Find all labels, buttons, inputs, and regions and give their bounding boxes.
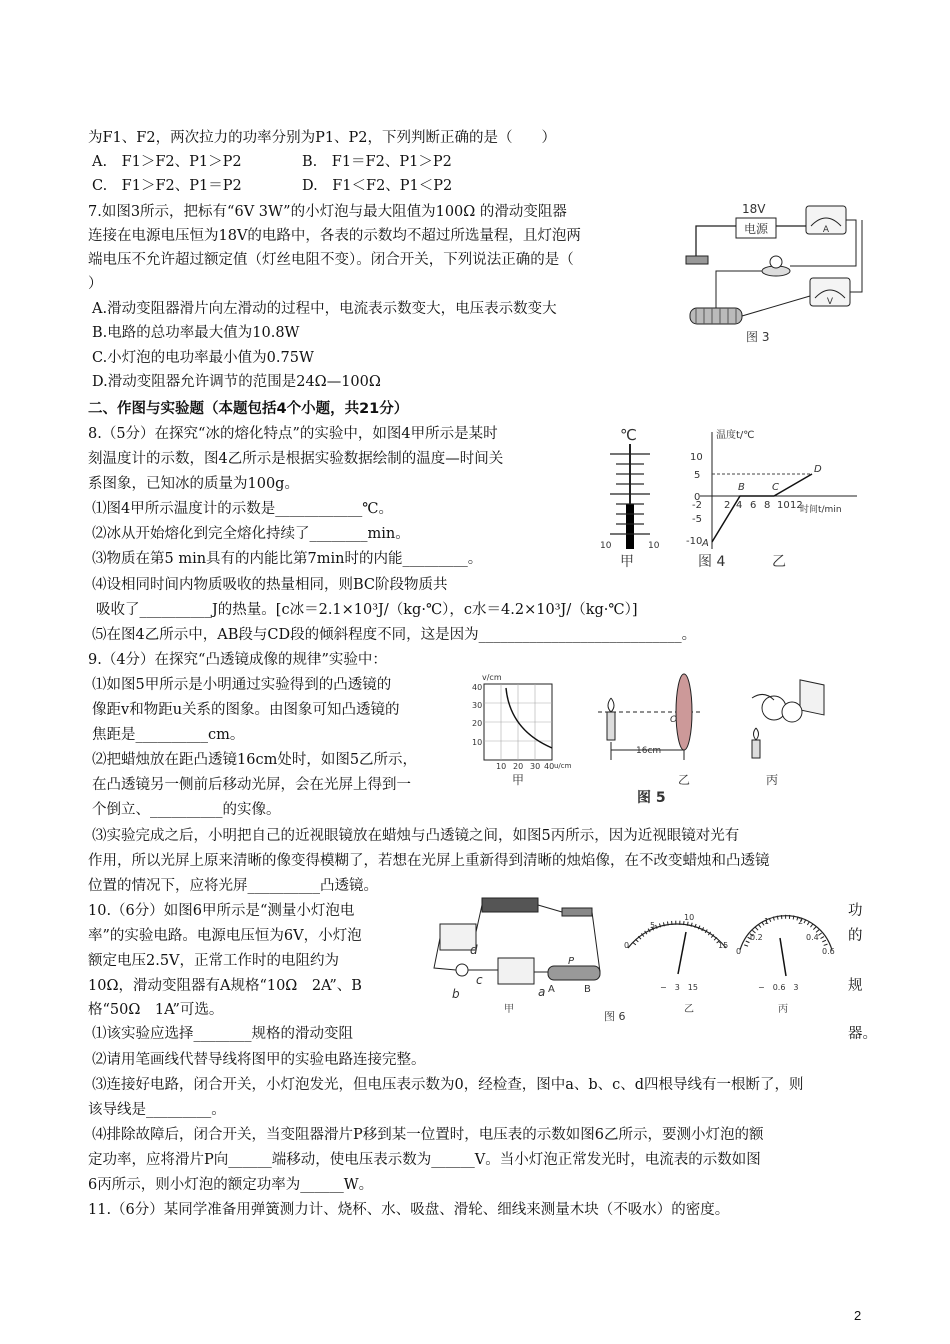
q10-sub-1: ⑴该实验应选择________规格的滑动变阻 — [92, 1026, 353, 1042]
graph-x-label: 时间t/min — [800, 505, 842, 515]
eyeglasses — [782, 702, 802, 722]
svg-text:12: 12 — [790, 500, 803, 511]
q10-line-1: 10.（6分）如图6甲所示是“测量小灯泡电 — [88, 903, 355, 919]
therm-tick-right: 10 — [648, 541, 660, 551]
q7-option-b: B.电路的总功率最大值为10.8W — [92, 325, 300, 341]
figure-3-caption: 图 3 — [746, 330, 770, 344]
q6-stem: 为F1、F2，两次拉力的功率分别为P1、P2，下列判断正确的是（ ） — [88, 130, 557, 146]
svg-text:2: 2 — [798, 917, 804, 926]
figure-6 — [428, 888, 844, 1028]
voltage-label: 18V — [742, 202, 766, 216]
q8-line-3: 系图象，已知冰的质量为100g。 — [88, 476, 299, 492]
figure-5-yi-setup — [598, 674, 702, 787]
object-distance: 16cm — [636, 746, 662, 756]
q9-sub-2b: 在凸透镜另一侧前后移动光屏，会在光屏上得到一 — [92, 777, 411, 793]
svg-text:30: 30 — [530, 762, 541, 771]
q10-line-2: 率”的实验电路。电源电压恒为6V，小灯泡 — [88, 928, 362, 944]
q7-line-3: 端电压不允许超过额定值（灯丝电阻不变）。闭合开关，下列说法正确的是（ — [88, 252, 574, 268]
q10-sub-3a: ⑶连接好电路，闭合开关，小灯泡发光，但电压表示数为0，经检查，图中a、b、c、d四根导线有一根断了，则 — [92, 1077, 804, 1093]
figure-6-bing-ammeter — [736, 916, 835, 1015]
q8-sub-3: ⑶物质在第5 min具有的内能比第7min时的内能_________。 — [92, 551, 483, 567]
svg-text:v/cm: v/cm — [482, 673, 502, 682]
q10-line-4a: 10Ω，滑动变阻器有A规格“10Ω 2A”、B — [88, 978, 362, 994]
v-u-curve — [506, 688, 552, 748]
figure-3-circuit — [676, 196, 868, 348]
svg-text:a: a — [538, 985, 546, 999]
q10-right-1: 功 — [848, 903, 863, 919]
voltmeter-6 — [498, 958, 534, 984]
svg-text:− 3 15: − 3 15 — [660, 983, 698, 992]
q8-line-1: 8.（5分）在探究“冰的熔化特点”的实验中，如图4甲所示是某时 — [88, 426, 498, 442]
graph-y-label: 温度t/℃ — [716, 430, 755, 441]
q8-sub-1: ⑴图4甲所示温度计的示数是____________℃。 — [92, 501, 393, 517]
thermometer-unit: ℃ — [620, 426, 637, 444]
q8-sub-2: ⑵冰从开始熔化到完全熔化持续了________min。 — [92, 526, 410, 542]
q7-line-4: ） — [88, 276, 103, 292]
q10-sub-1-end: 器。 — [848, 1026, 877, 1042]
svg-text:V: V — [826, 297, 834, 307]
figure-4-graph — [682, 424, 862, 574]
q8-sub-4a: ⑷设相同时间内物质吸收的热量相同，则BC阶段物质共 — [92, 577, 448, 593]
svg-text:10: 10 — [684, 913, 695, 922]
voltmeter-needle — [678, 932, 686, 974]
q7-option-c: C.小灯泡的电功率最小值为0.75W — [92, 350, 314, 366]
q10-sub-2: ⑵请用笔画线代替导线将图甲的实验电路连接完整。 — [92, 1052, 426, 1068]
svg-text:甲: 甲 — [512, 773, 525, 787]
light-screen — [800, 680, 824, 715]
figure-5-jia-graph — [472, 673, 572, 787]
q7-option-a: A.滑动变阻器滑片向左滑动的过程中，电流表示数变大，电压表示数变大 — [92, 301, 557, 317]
q10-sub-3b: 该导线是_________。 — [88, 1102, 226, 1118]
candle — [607, 712, 615, 740]
svg-text:0.2: 0.2 — [750, 933, 763, 942]
q8-line-2: 刻温度计的示数，图4乙所示是根据实验数据绘制的温度—时间关 — [88, 451, 504, 467]
q10-right-3: 规 — [848, 978, 863, 994]
q9-sub-3b: 作用，所以光屏上原来清晰的像变得模糊了，若想在光屏上重新得到清晰的烛焰像，在不改变蜡烛和凸透镜 — [88, 853, 770, 869]
svg-text:B: B — [738, 482, 745, 493]
q11-line: 11.（6分）某同学准备用弹簧测力计、烧杯、水、吸盘、滑轮、细线来测量木块（不吸水）的密度。 — [88, 1202, 730, 1218]
svg-text:c: c — [476, 973, 483, 987]
svg-text:0: 0 — [736, 947, 742, 956]
flame — [608, 698, 614, 712]
svg-text:丙: 丙 — [766, 773, 779, 787]
svg-text:20: 20 — [472, 719, 483, 728]
svg-text:4: 4 — [736, 500, 743, 511]
q10-line-3: 额定电压2.5V，正常工作时的电阻约为 — [88, 953, 340, 969]
svg-text:甲: 甲 — [504, 1004, 514, 1015]
svg-text:A: A — [702, 538, 709, 549]
battery — [482, 898, 538, 912]
power-source-label: 电源 — [743, 222, 769, 236]
svg-text:5: 5 — [694, 470, 701, 481]
therm-tick-left: 10 — [600, 541, 612, 551]
figure-4-jia: 甲 — [620, 554, 634, 570]
rheostat — [690, 308, 742, 324]
q10-right-2: 的 — [848, 928, 863, 944]
svg-text:− 0.6 3: − 0.6 3 — [758, 983, 799, 992]
svg-text:-10: -10 — [686, 536, 703, 547]
svg-text:P: P — [568, 956, 575, 967]
q9-sub-1a: ⑴如图5甲所示是小明通过实验得到的凸透镜的 — [92, 677, 392, 693]
svg-text:30: 30 — [472, 701, 483, 710]
svg-text:丙: 丙 — [778, 1004, 788, 1015]
svg-text:u/cm: u/cm — [554, 762, 572, 770]
svg-text:5: 5 — [650, 921, 656, 930]
q7-line-2: 连接在电源电压恒为18V的电路中，各表的示数均不超过所选量程，且灯泡两 — [88, 228, 581, 244]
svg-text:40: 40 — [544, 762, 555, 771]
svg-text:O: O — [670, 715, 678, 725]
q7-line-1: 7.如图3所示，把标有“6V 3W”的小灯泡与最大阻值为100Ω 的滑动变阻器 — [88, 204, 567, 220]
svg-text:10: 10 — [472, 738, 483, 747]
candle-2 — [752, 740, 760, 758]
svg-text:D: D — [814, 464, 822, 475]
figure-5-bing-setup — [752, 680, 824, 787]
svg-text:B: B — [584, 984, 591, 995]
figure-5 — [462, 670, 872, 808]
q9-sub-1b: 像距v和物距u关系的图象。由图象可知凸透镜的 — [92, 702, 400, 718]
svg-text:0.4: 0.4 — [806, 933, 819, 942]
svg-text:0: 0 — [694, 492, 701, 503]
svg-text:b: b — [452, 987, 460, 1001]
svg-text:d: d — [470, 943, 478, 957]
figure-4-yi: 乙 — [772, 554, 786, 570]
svg-text:0: 0 — [624, 941, 630, 950]
q6-option-a: A. F1＞F2、P1＞P2 — [92, 154, 242, 170]
bulb — [770, 256, 782, 268]
svg-text:C: C — [772, 482, 779, 493]
q6-option-b: B. F1＝F2、P1＞P2 — [302, 154, 452, 170]
q7-option-d: D.滑动变阻器允许调节的范围是24Ω—100Ω — [92, 374, 381, 390]
svg-text:-5: -5 — [692, 514, 702, 525]
q9-line-1: 9.（4分）在探究“凸透镜成像的规律”实验中： — [88, 652, 387, 668]
figure-4-caption: 图 4 — [698, 554, 726, 570]
switch-6 — [562, 908, 592, 916]
rheostat-6 — [548, 966, 600, 980]
q9-sub-2c: 个倒立、__________的实像。 — [92, 802, 281, 818]
q8-sub-5: ⑸在图4乙所示中，AB段与CD段的倾斜程度不同，这是因为____________________________。 — [92, 627, 697, 643]
figure-6-jia-circuit — [434, 898, 600, 1015]
q6-option-d: D. F1＜F2、P1＜P2 — [302, 178, 453, 194]
svg-text:8: 8 — [764, 500, 771, 511]
section-2-heading: 二、作图与实验题（本题包括4个小题，共21分） — [88, 401, 409, 417]
q8-sub-4b: 吸收了__________J的热量。[c冰＝2.1×10³J/（kg·℃），c水＝4.2×10³J/（kg·℃）] — [96, 602, 638, 618]
convex-lens — [676, 674, 692, 750]
figure-5-caption: 图 5 — [637, 790, 666, 806]
q10-sub-4b: 定功率，应将滑片P向______端移动，使电压表示数为______V。当小灯泡正常发光时，电流表的示数如图 — [88, 1152, 761, 1168]
svg-text:乙: 乙 — [678, 773, 691, 787]
q9-sub-3a: ⑶实验完成之后，小明把自己的近视眼镜放在蜡烛与凸透镜之间，如图5丙所示，因为近视眼镜对光有 — [92, 828, 740, 844]
figure-6-yi-voltmeter — [624, 913, 728, 1015]
q10-sub-4a: ⑷排除故障后，闭合开关，当变阻器滑片P移到某一位置时，电压表的示数如图6乙所示，要测小灯泡的额 — [92, 1127, 764, 1143]
svg-text:15: 15 — [718, 941, 729, 950]
figure-6-caption: 图 6 — [604, 1010, 626, 1023]
svg-text:2: 2 — [724, 500, 731, 511]
q6-option-c: C. F1＞F2、P1＝P2 — [92, 178, 242, 194]
svg-text:0.6: 0.6 — [822, 947, 835, 956]
svg-text:40: 40 — [472, 683, 483, 692]
q9-sub-1c: 焦距是__________cm。 — [92, 727, 245, 743]
svg-text:20: 20 — [513, 762, 524, 771]
q10-sub-4c: 6丙所示，则小灯泡的额定功率为______W。 — [88, 1177, 374, 1193]
q9-sub-2a: ⑵把蜡烛放在距凸透镜16cm处时，如图5乙所示， — [92, 752, 418, 768]
figure-4-thermometer — [590, 424, 670, 574]
ammeter-needle — [780, 938, 786, 976]
page-number: 2 — [854, 1308, 862, 1323]
svg-text:1: 1 — [764, 917, 770, 926]
switch — [686, 256, 708, 264]
q10-line-4b: 格“50Ω 1A”可选。 — [88, 1002, 224, 1018]
svg-text:10: 10 — [777, 500, 790, 511]
svg-text:10: 10 — [690, 452, 703, 463]
q9-sub-3c: 位置的情况下，应将光屏__________凸透镜。 — [88, 878, 378, 894]
svg-text:10: 10 — [496, 762, 507, 771]
svg-text:乙: 乙 — [684, 1004, 694, 1015]
svg-text:-2: -2 — [692, 500, 702, 511]
svg-text:6: 6 — [750, 500, 757, 511]
svg-text:A: A — [822, 225, 830, 235]
svg-text:A: A — [548, 984, 555, 995]
bulb-6 — [456, 964, 468, 976]
